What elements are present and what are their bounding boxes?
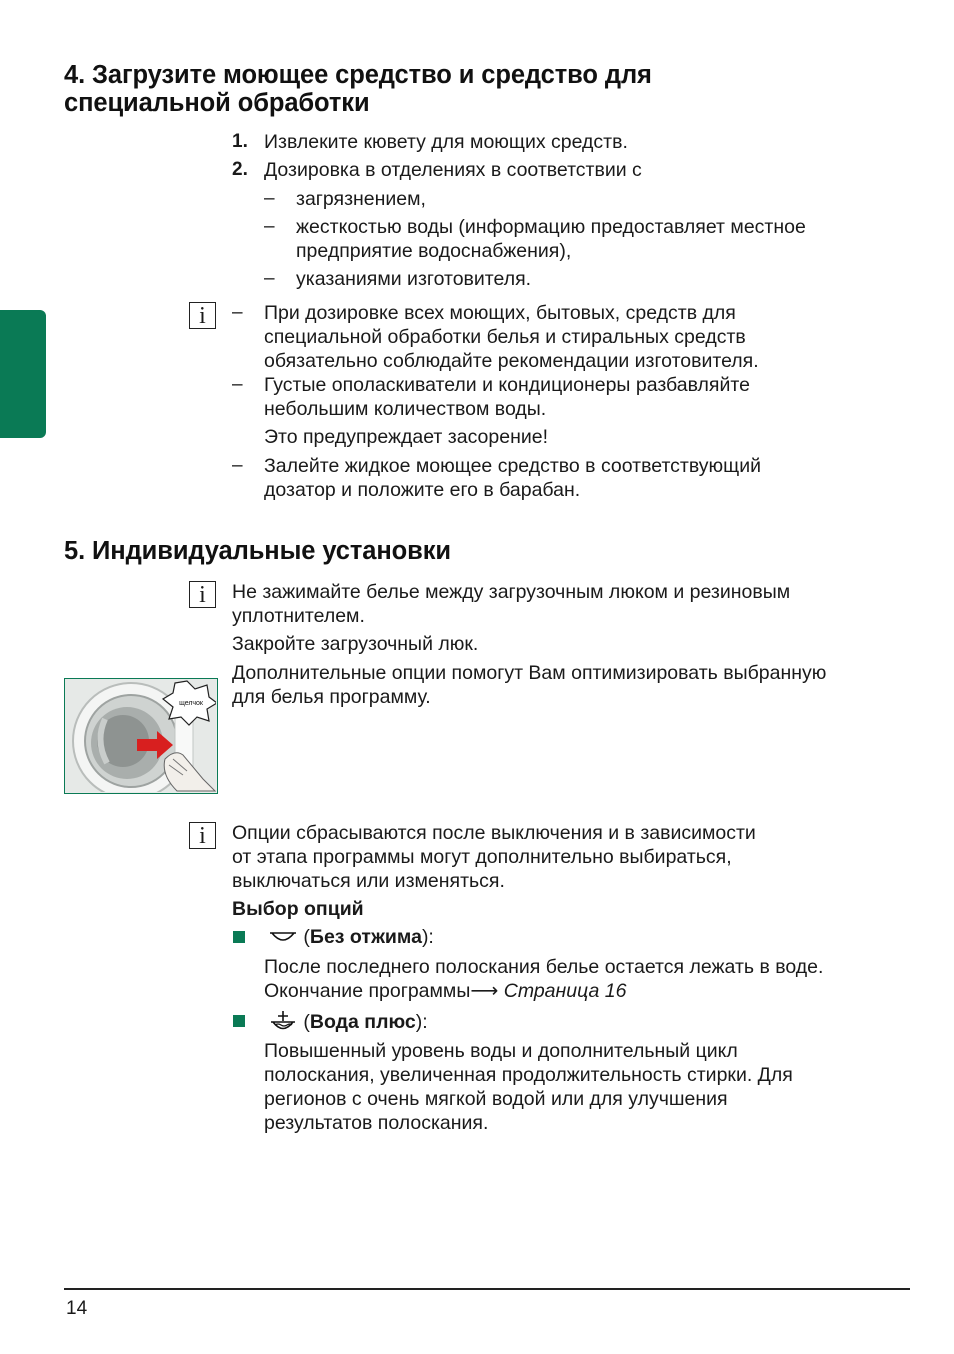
option-water-plus: (Вода плюс): [268, 1009, 428, 1034]
section-5-title: 5. Индивидуальные установки [64, 537, 451, 565]
option-name: Без отжима [309, 926, 422, 948]
options-reset-text: от этапа программы могут дополнительно выбираться, [232, 846, 732, 868]
no-spin-icon [268, 930, 298, 946]
step-number: 1. [232, 131, 248, 152]
list-dash: – [264, 216, 275, 237]
list-dash: – [264, 268, 275, 289]
washer-door-image [65, 679, 216, 792]
note-dash: – [232, 374, 243, 395]
option-bullet [233, 1015, 245, 1027]
note-dash: – [232, 455, 243, 476]
arrow-icon: ⟶ [470, 980, 499, 1002]
step-number: 2. [232, 159, 248, 180]
option-bullet [233, 931, 245, 943]
option-name: Вода плюс [309, 1011, 416, 1033]
option-description: полоскания, увеличенная продолжительность стирки. Для [264, 1064, 793, 1086]
list-item: загрязнением, [296, 188, 426, 210]
step-text: Извлеките кювету для моющих средств. [264, 131, 628, 153]
note-text: дозатор и положите его в барабан. [264, 479, 581, 501]
note-text: Залейте жидкое моющее средство в соответствующий [264, 455, 761, 477]
door-warning-text: Не зажимайте белье между загрузочным люком и резиновым [232, 581, 791, 603]
list-item: указаниями изготовителя. [296, 268, 532, 290]
note-text: специальной обработки белья и стиральных средств [264, 326, 746, 348]
section-4-title-line-2: специальной обработки [64, 89, 370, 117]
note-text: обязательно соблюдайте рекомендации изготовителя. [264, 350, 759, 372]
list-item: жесткостью воды (информацию предоставляет местное [296, 216, 806, 238]
door-warning-text: уплотнителем. [232, 605, 365, 627]
option-description: регионов с очень мягкой водой или для улучшения [264, 1088, 728, 1110]
info-icon: i [189, 302, 216, 329]
footer-divider [64, 1288, 910, 1290]
click-label: щелчок [179, 700, 203, 707]
info-icon: i [189, 822, 216, 849]
option-description: Окончание программы⟶ Страница 16 [264, 980, 627, 1002]
page-reference: Страница 16 [498, 980, 627, 1002]
note-text: небольшим количеством воды. [264, 398, 547, 420]
note-text: Густые ополаскиватели и кондиционеры разбавляйте [264, 374, 750, 396]
step-text: Дозировка в отделениях в соответствии с [264, 159, 642, 181]
water-plus-icon [268, 1009, 298, 1031]
option-no-spin: (Без отжима): [268, 925, 434, 949]
options-reset-text: выключаться или изменяться. [232, 870, 505, 892]
section-4-title [64, 61, 652, 117]
option-selection-heading: Выбор опций [232, 898, 364, 920]
section-4-title-line-1: 4. Загрузите моющее средство и средство для [64, 61, 652, 89]
options-reset-text: Опции сбрасываются после выключения и в зависимости [232, 822, 756, 844]
door-closing-illustration [64, 678, 218, 794]
option-description: результатов полоскания. [264, 1112, 489, 1134]
note-dash: – [232, 302, 243, 323]
list-item-continued: предприятие водоснабжения), [296, 240, 572, 262]
note-text: При дозировке всех моющих, бытовых, средств для [264, 302, 736, 324]
section-side-tab [0, 310, 46, 438]
options-intro-text: для белья программу. [232, 686, 431, 708]
option-description: Повышенный уровень воды и дополнительный цикл [264, 1040, 738, 1062]
options-intro-text: Дополнительные опции помогут Вам оптимизировать выбранную [232, 662, 827, 684]
page-number: 14 [66, 1298, 88, 1319]
note-extra-text: Это предупреждает засорение! [264, 426, 548, 448]
info-icon: i [189, 581, 216, 608]
option-description: После последнего полоскания белье остается лежать в воде. [264, 956, 824, 978]
list-dash: – [264, 188, 275, 209]
close-door-text: Закройте загрузочный люк. [232, 633, 479, 655]
